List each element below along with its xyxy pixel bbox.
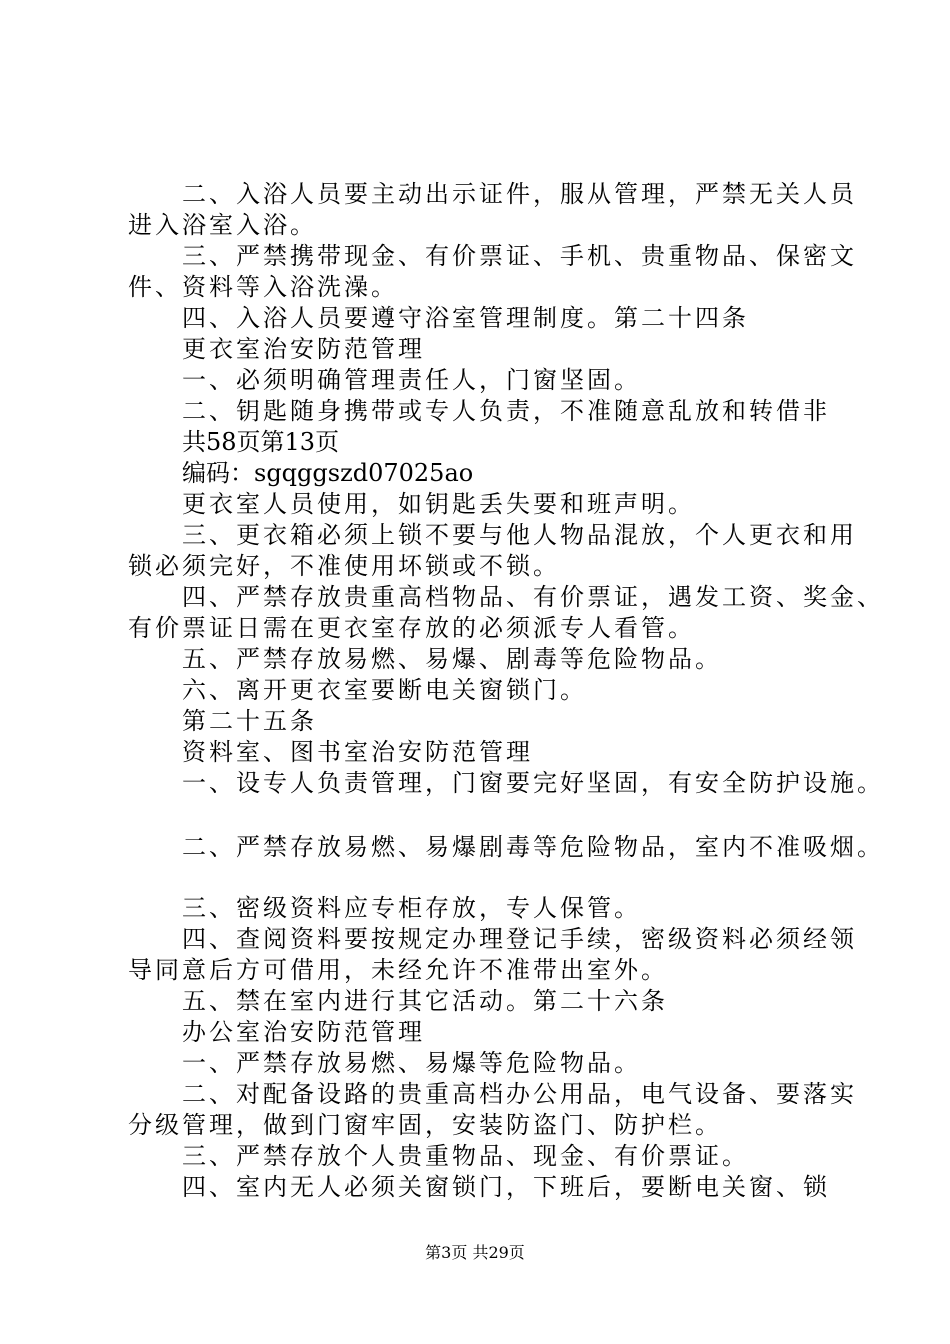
text-line: 导同意后方可借用，未经允许不准带出室外。 — [128, 956, 668, 984]
text-line: 六、离开更衣室要断电关窗锁门。 — [182, 676, 587, 704]
section-heading: 第二十五条 — [182, 707, 317, 735]
text-line: 四、入浴人员要遵守浴室管理制度。第二十四条 — [182, 304, 749, 332]
text-line: 更衣室人员使用，如钥匙丢失要和班声明。 — [182, 490, 695, 518]
text-line: 编码：sgqggszd07025ao — [182, 459, 474, 487]
text-line: 有价票证日需在更衣室存放的必须派专人看管。 — [128, 614, 695, 642]
text-line: 五、严禁存放易燃、易爆、剧毒等危险物品。 — [182, 645, 722, 673]
text-line: 三、严禁存放个人贵重物品、现金、有价票证。 — [182, 1142, 749, 1170]
text-line: 一、设专人负责管理，门窗要完好坚固，有安全防护设施。 — [182, 769, 884, 797]
text-line: 五、禁在室内进行其它活动。第二十六条 — [182, 987, 668, 1015]
text-line: 四、查阅资料要按规定办理登记手续，密级资料必须经领 — [182, 925, 857, 953]
text-line: 二、入浴人员要主动出示证件，服从管理，严禁无关人员 — [182, 180, 857, 208]
text-line: 锁必须完好，不准使用坏锁或不锁。 — [128, 552, 560, 580]
text-line: 共58页第13页 — [182, 428, 340, 456]
text-line: 分级管理，做到门窗牢固，安装防盗门、防护栏。 — [128, 1111, 722, 1139]
text-line: 三、更衣箱必须上锁不要与他人物品混放，个人更衣和用 — [182, 521, 857, 549]
section-heading: 资料室、图书室治安防范管理 — [182, 738, 533, 766]
section-heading: 更衣室治安防范管理 — [182, 335, 425, 363]
text-line: 二、严禁存放易燃、易爆剧毒等危险物品，室内不准吸烟。 — [182, 833, 884, 861]
text-line: 三、密级资料应专柜存放，专人保管。 — [182, 894, 641, 922]
text-line: 二、钥匙随身携带或专人负责，不准随意乱放和转借非 — [182, 397, 830, 425]
text-line: 进入浴室入浴。 — [128, 211, 317, 239]
text-line: 二、对配备设路的贵重高档办公用品，电气设备、要落实 — [182, 1080, 857, 1108]
text-line: 四、严禁存放贵重高档物品、有价票证，遇发工资、奖金、 — [182, 583, 884, 611]
text-line: 四、室内无人必须关窗锁门，下班后，要断电关窗、锁 — [182, 1173, 830, 1201]
text-line: 三、严禁携带现金、有价票证、手机、贵重物品、保密文 — [182, 242, 857, 270]
section-heading: 办公室治安防范管理 — [182, 1018, 425, 1046]
text-line: 一、严禁存放易燃、易爆等危险物品。 — [182, 1049, 641, 1077]
text-line: 一、必须明确管理责任人，门窗坚固。 — [182, 366, 641, 394]
text-line: 件、资料等入浴洗澡。 — [128, 273, 398, 301]
page-footer: 第3页 共29页 — [425, 1243, 525, 1262]
